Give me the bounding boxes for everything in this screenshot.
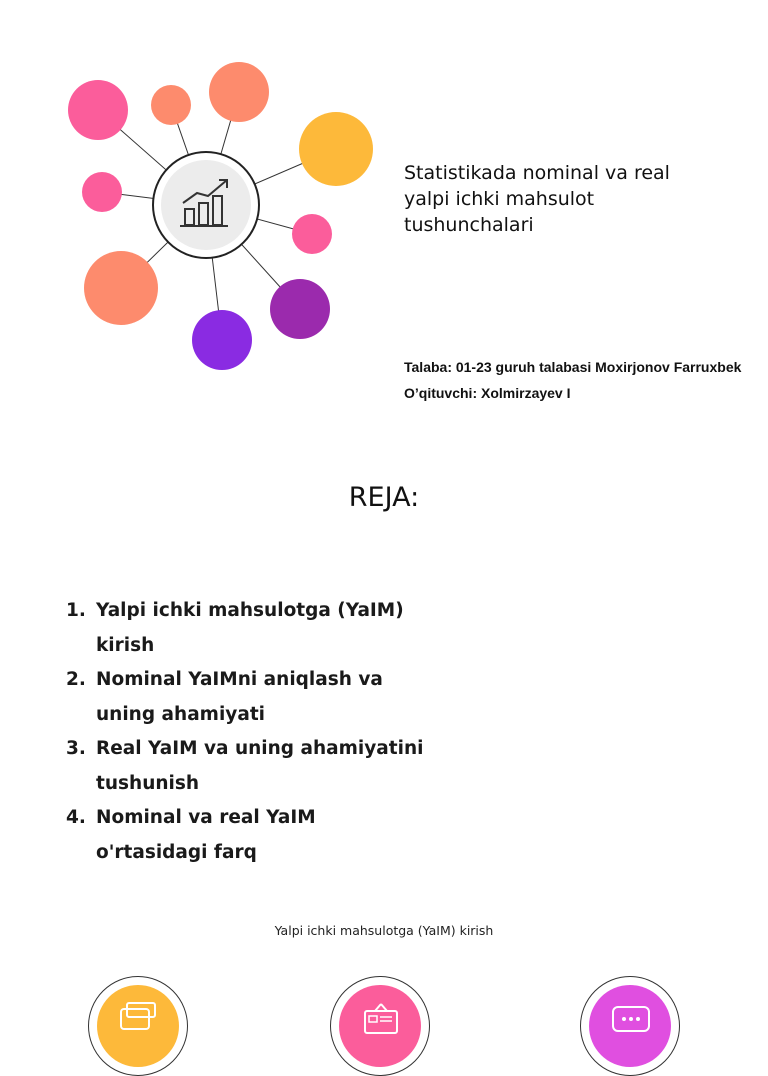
title-line: Statistikada nominal va real xyxy=(404,162,670,184)
title-line: tushunchalari xyxy=(404,214,534,236)
student-info: Talaba: 01-23 guruh talabasi Moxirjonov Farruxbek xyxy=(404,359,742,375)
chat-bubble-icon xyxy=(601,999,661,1039)
plan-item-text: Nominal va real YaIM o'rtasidagi farq xyxy=(96,807,316,863)
plan-item-number: 4. xyxy=(66,807,86,828)
bubble-yellow xyxy=(299,112,373,186)
bubble-salmon-top xyxy=(209,62,269,122)
bubble-violet xyxy=(192,310,252,370)
bubble-pink-right xyxy=(292,214,332,254)
plan-list xyxy=(66,594,486,870)
plan-item-text: Yalpi ichki mahsulotga (YaIM) kirish xyxy=(96,600,404,656)
id-card-icon xyxy=(351,999,411,1039)
bubble-pink-large xyxy=(68,80,128,140)
plan-item xyxy=(66,663,486,732)
section-caption: Yalpi ichki mahsulotga (YaIM) kirish xyxy=(274,923,494,938)
bubble-salmon-large xyxy=(84,251,158,325)
plan-item-text: Nominal YaIMni aniqlash va uning ahamiyati xyxy=(96,669,383,725)
plan-item xyxy=(66,801,486,870)
teacher-info: O’qituvchi: Xolmirzayev I xyxy=(404,385,571,401)
id-card-badge xyxy=(330,976,430,1076)
chat-badge xyxy=(580,976,680,1076)
plan-item-number: 1. xyxy=(66,600,86,621)
bubble-purple xyxy=(270,279,330,339)
laptop-badge xyxy=(88,976,188,1076)
plan-item-number: 2. xyxy=(66,669,86,690)
title-line: yalpi ichki mahsulot xyxy=(404,188,595,210)
plan-item xyxy=(66,594,486,663)
bubble-pink-small xyxy=(82,172,122,212)
laptop-icon xyxy=(109,999,169,1039)
bubble-salmon-small xyxy=(151,85,191,125)
plan-item xyxy=(66,732,486,801)
plan-item-number: 3. xyxy=(66,738,86,759)
presentation-title xyxy=(404,160,744,238)
plan-heading: REJA: xyxy=(348,482,420,513)
hub-diagram xyxy=(60,55,380,375)
plan-item-text: Real YaIM va uning ahamiyatini tushunish xyxy=(96,738,424,794)
